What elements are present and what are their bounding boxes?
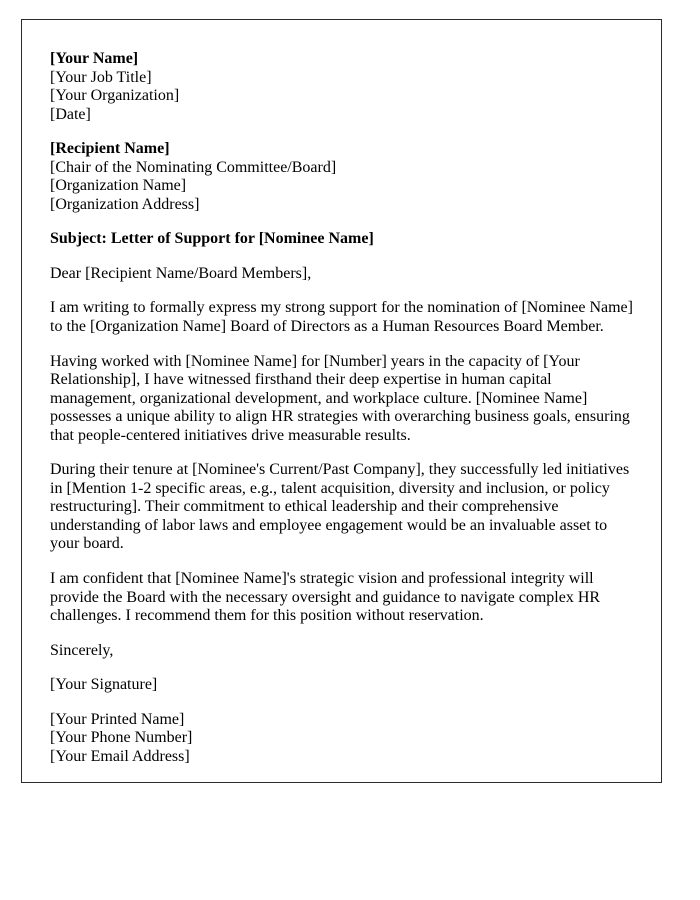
body-paragraph-2: Having worked with [Nominee Name] for [Number] years in the capacity of [Your Relationship], I have witnessed firsthand their deep expertise in human capital management, organizational development, and workplace culture. [Nominee Name] possesses a unique ability to align HR strategies with overarching business goals, ensuring that people-centered initiatives drive measurable results. <box>50 352 630 444</box>
letter-page <box>21 19 662 783</box>
body-paragraph-1: I am writing to formally express my strong support for the nomination of [Nominee Name] to the [Organization Name] Board of Directors as a Human Resources Board Member. <box>50 299 633 336</box>
recipient-title: [Chair of the Nominating Committee/Board] <box>50 158 337 176</box>
recipient-name: [Recipient Name] <box>50 140 170 158</box>
phone-number: [Your Phone Number] <box>50 729 193 747</box>
sender-organization: [Your Organization] <box>50 87 180 105</box>
greeting: Dear [Recipient Name/Board Members], <box>50 264 312 282</box>
closing: Sincerely, <box>50 641 114 659</box>
subject-line: Subject: Letter of Support for [Nominee Name] <box>50 230 374 248</box>
recipient-block <box>50 140 633 214</box>
sender-date: [Date] <box>50 105 91 123</box>
sender-name: [Your Name] <box>50 50 139 67</box>
body-paragraph-3: During their tenure at [Nominee's Current/Past Company], they successfully led initiatives in [Mention 1-2 specific areas, e.g., talent acquisition, diversity and inclusion, or policy restructuring]. Their commitment to ethical leadership and their comprehensive understanding of labor laws and employee engagement would be an invaluable asset to your board. <box>50 461 630 553</box>
sender-job-title: [Your Job Title] <box>50 68 152 86</box>
recipient-organization: [Organization Name] <box>50 177 187 195</box>
contact-block <box>50 711 633 767</box>
recipient-address: [Organization Address] <box>50 195 200 213</box>
body-paragraph-4: I am confident that [Nominee Name]'s strategic vision and professional integrity will provide the Board with the necessary oversight and guidance to navigate complex HR challenges. I recommend them for this position without reservation. <box>50 570 601 625</box>
sender-block <box>50 50 633 124</box>
email-address: [Your Email Address] <box>50 747 190 765</box>
printed-name: [Your Printed Name] <box>50 710 185 728</box>
signature-placeholder: [Your Signature] <box>50 676 158 694</box>
